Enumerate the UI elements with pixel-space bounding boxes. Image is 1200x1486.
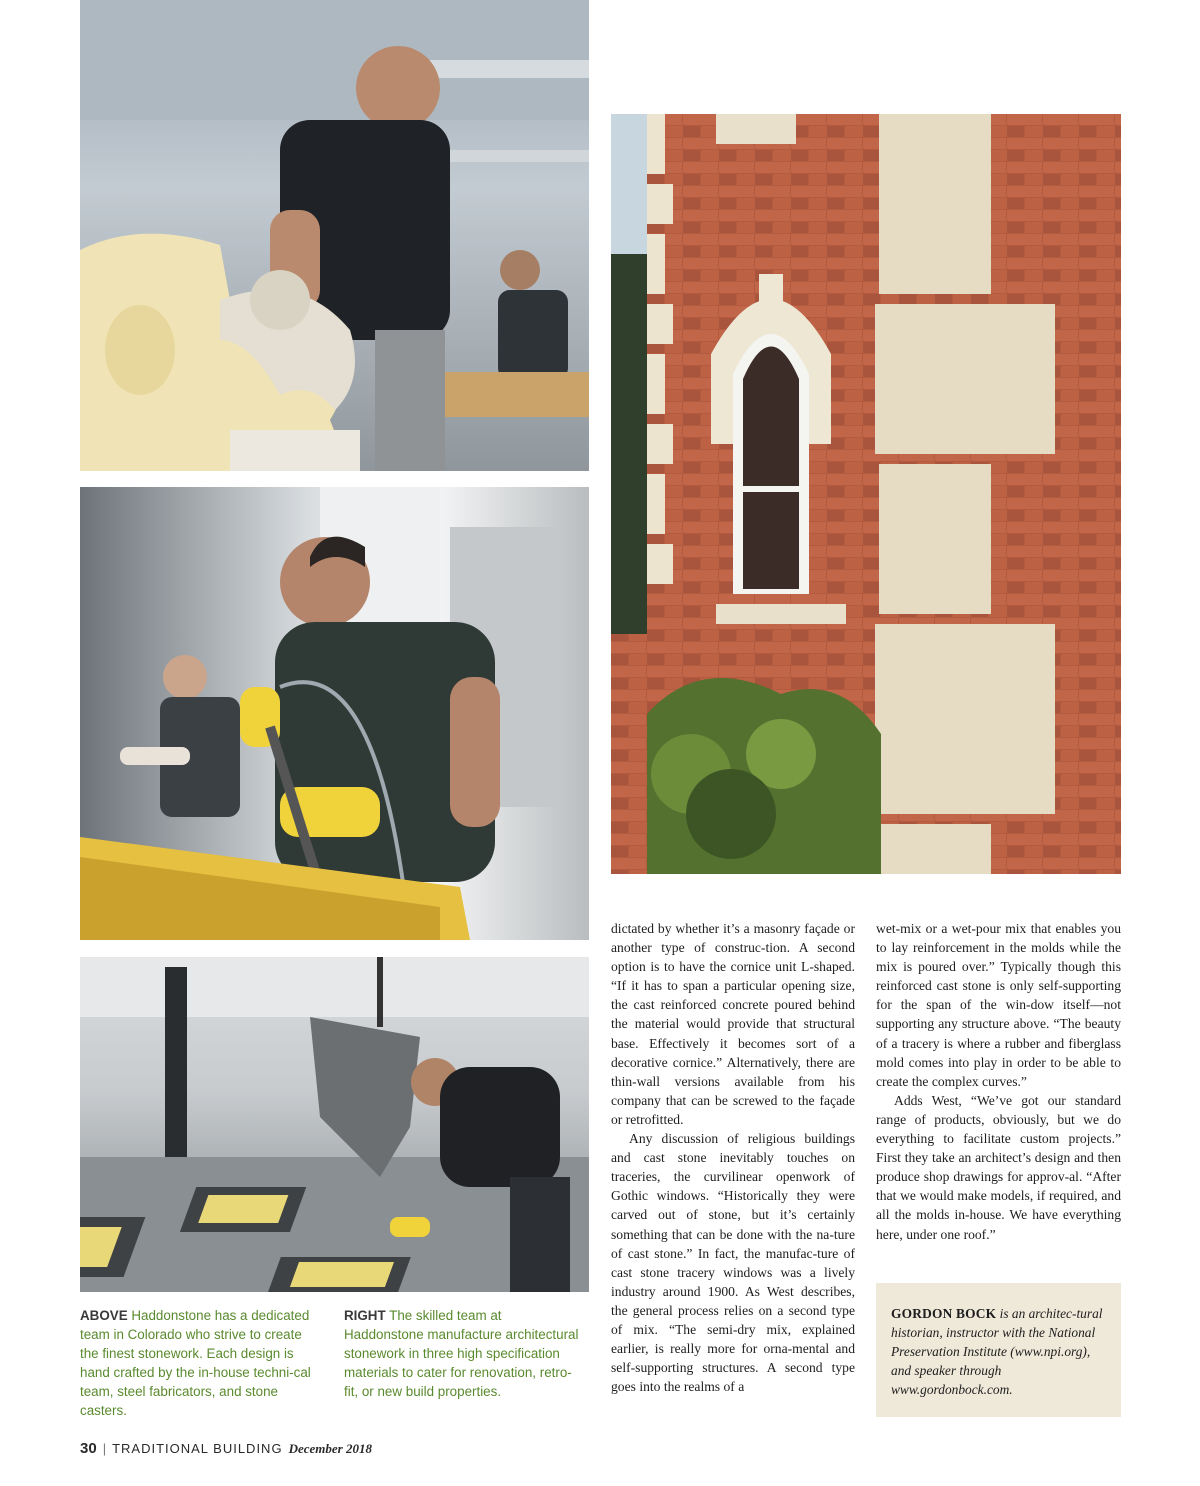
photo-brick-facade <box>611 114 1121 874</box>
author-bio-text: is an architec-tural historian, instructor with the National Preservation Institute (www.npi.org), and speaker through www.gordonbock.com. <box>891 1306 1103 1397</box>
page-folio <box>80 1440 372 1457</box>
article-column-1 <box>611 919 855 1396</box>
photo-mold-vibrating <box>80 487 589 940</box>
author-name: GORDON BOCK <box>891 1306 997 1321</box>
paragraph: Any discussion of religious buildings and cast stone inevitably touches on traceries, the curvilinear openwork of Gothic windows. “Historically they were carved out of stone, but it’s certainly something that can be done with the na-ture of cast stone.” In fact, the manufac-ture of cast stone tracery windows was a lively industry around 1900. As West describes, the general process relies on a second type of mix. “The semi-dry mix, explained earlier, is really more for orna-mental and self-supporting structures. A second type goes into the realms of a <box>611 1131 855 1395</box>
caption-right-text: The skilled team at Haddonstone manufacture architectural stonework in three high specification materials to cater for renovation, retro-fit, or new build properties. <box>344 1308 579 1399</box>
magazine-name: TRADITIONAL BUILDING <box>112 1441 283 1456</box>
photo-corbel-finishing <box>80 0 589 471</box>
photo-brick-facade-art <box>611 114 1121 874</box>
caption-above-text: Haddonstone has a dedicated team in Colorado who strive to create the finest stonework. Each design is hand crafted by the in-house techni-cal team, steel fabricators, and stone casters. <box>80 1308 311 1418</box>
photo-corbel-finishing-art <box>80 0 589 471</box>
page-number: 30 <box>80 1440 97 1457</box>
folio-separator: | <box>102 1441 107 1456</box>
paragraph: Adds West, “We’ve got our standard range of products, obviously, but we do everything to facilitate custom projects.” First they take an architect’s design and then produce shop drawings for approv-al. “After that we would make models, if required, and all the molds in-house. We have everything here, under one roof.” <box>876 1092 1121 1242</box>
caption-above-lead: ABOVE <box>80 1308 128 1323</box>
caption-right-lead: RIGHT <box>344 1308 386 1323</box>
issue-date: December 2018 <box>288 1441 372 1456</box>
article-column-2 <box>876 919 1121 1244</box>
caption-right <box>344 1306 584 1401</box>
author-bio <box>891 1304 1111 1399</box>
caption-above <box>80 1306 315 1420</box>
photo-casting-floor-art <box>80 957 589 1292</box>
photo-casting-floor <box>80 957 589 1292</box>
photo-mold-vibrating-art <box>80 487 589 940</box>
author-bio-box <box>876 1283 1121 1417</box>
paragraph: wet-mix or a wet-pour mix that enables you to lay reinforcement in the molds while the mix is poured over.” Typically though this reinforced cast stone is only self-supporting for the span of the win-dow itself—not supporting any structure above. “The beauty of a tracery is where a rubber and fiberglass mold comes into play in order to be able to create the complex curves.” <box>876 921 1121 1089</box>
paragraph: dictated by whether it’s a masonry façade or another type of construc-tion. A second option is to have the cornice unit L-shaped. “If it has to span a particular opening size, the cast reinforced concrete poured behind the material would provide that structural base. Effectively it becomes sort of a decorative cornice.” Alternatively, there are thin-wall versions available from his company that can be screwed to the façade or retrofitted. <box>611 921 855 1127</box>
